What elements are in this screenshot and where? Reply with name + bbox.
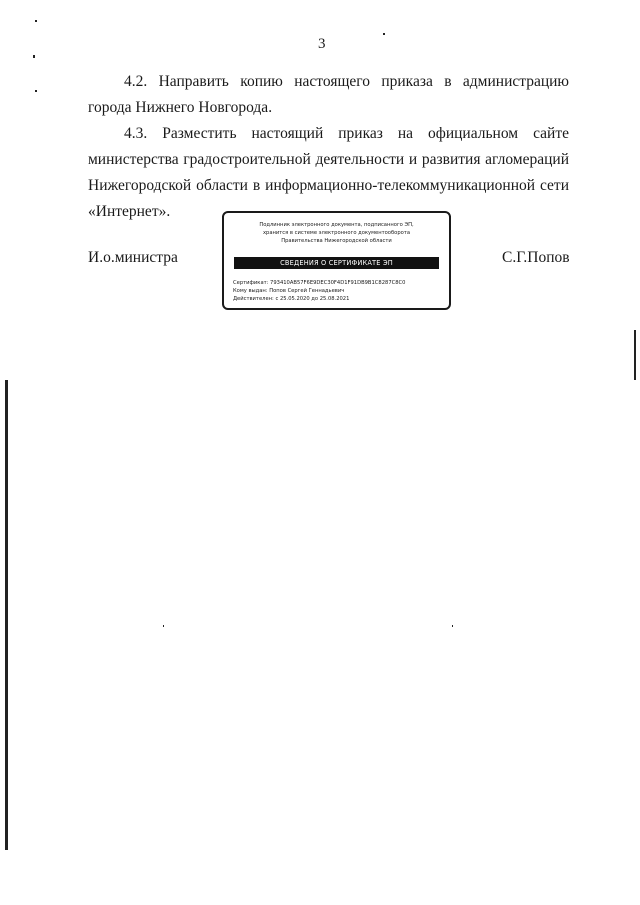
stamp-note-line: хранится в системе электронного документооборота [262, 230, 411, 236]
stamp-note [230, 221, 443, 245]
electronic-signature-stamp [222, 211, 451, 310]
validity-value: с 25.05.2020 до 25.08.2021 [275, 296, 350, 302]
scan-speck [35, 20, 37, 22]
stamp-note-line: Правительства Нижегородской области [281, 238, 392, 244]
validity-row [233, 295, 405, 303]
signer-name: С.Г.Попов [502, 249, 570, 266]
issued-to-value: Попов Сергей Геннадьевич [269, 288, 345, 294]
stamp-header: СВЕДЕНИЯ О СЕРТИФИКАТЕ ЭП [234, 257, 439, 269]
certificate-label: Сертификат: [233, 280, 269, 286]
scan-speck [452, 625, 453, 627]
paragraph-4-2: 4.2. Направить копию настоящего приказа в администрацию города Нижнего Новгорода. [88, 73, 569, 116]
stamp-details [233, 279, 405, 303]
scan-edge-mark-right [634, 330, 636, 380]
scan-edge-mark-left [5, 380, 8, 850]
scan-speck [383, 33, 385, 35]
certificate-value: 793410AB57F6E9DEC30F4D1F91DB9B1C8287C8C0 [270, 280, 406, 286]
validity-label: Действителен: [233, 296, 274, 302]
issued-to-label: Кому выдан: [233, 288, 268, 294]
issued-to-row [233, 287, 405, 295]
scan-speck [33, 55, 35, 58]
paragraph-4-3: 4.3. Разместить настоящий приказ на официальном сайте министерства градостроительной деятельности и развития агломераций Нижегородской области в информационно-телекоммуникационной сети «Интернет». [88, 125, 569, 220]
signer-title: И.о.министра [88, 249, 178, 266]
scan-speck [163, 625, 164, 627]
stamp-note-line: Подлинник электронного документа, подписанного ЭП, [259, 222, 414, 228]
page-number: 3 [318, 36, 326, 52]
certificate-row [233, 279, 405, 287]
scan-speck [35, 90, 37, 92]
